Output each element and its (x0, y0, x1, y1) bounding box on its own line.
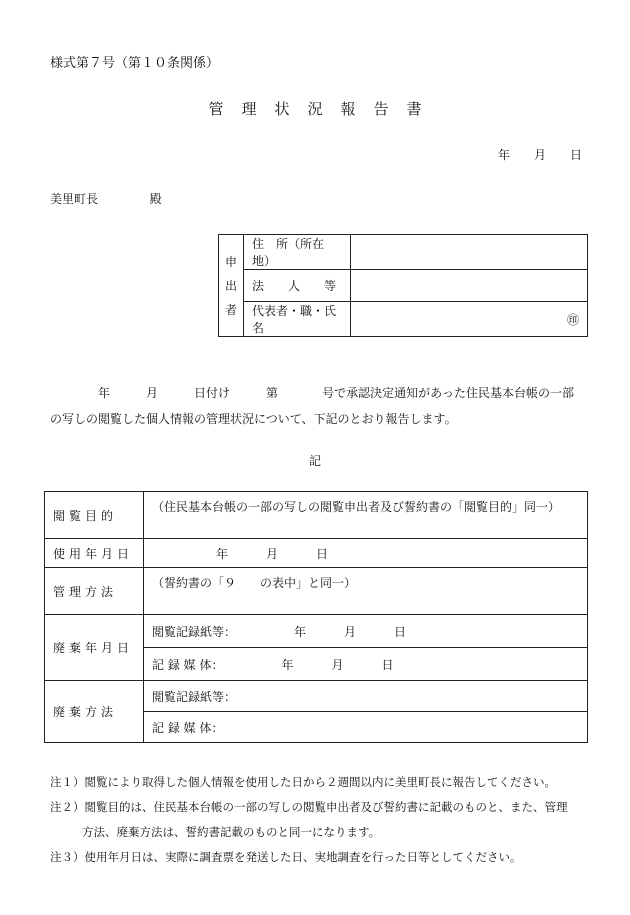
applicant-table (218, 234, 588, 337)
note-2: 注２）閲覧目的は、住民基本台帳の一部の写しの閲覧申出者及び誓約書に記載のものと、また、管理 (50, 800, 568, 814)
body-text (50, 380, 574, 432)
date-month-label: 月 (534, 148, 547, 162)
corporation-label: 法 人 等 (244, 270, 351, 302)
ki-label: 記 (308, 454, 321, 468)
use-date-value[interactable]: 年 月 日 (144, 539, 588, 568)
representative-field[interactable] (351, 302, 588, 337)
management-value[interactable]: （誓約書の「９ の表中」と同一） (144, 568, 588, 615)
management-label: 管理方法 (45, 568, 144, 615)
body-line-1: 年 月 日付け 第 号で承認決定通知があった住民基本台帳の一部 (98, 386, 574, 400)
applicant-side-label: 申 出 者 (219, 235, 244, 337)
addressee-name: 美里町長 (50, 192, 99, 206)
address-field[interactable] (351, 235, 588, 270)
note-3: 注３）使用年月日は、実際に調査票を発送した日、実地調査を行った日等としてください。 (50, 850, 522, 864)
body-line-2: の写しの閲覧した個人情報の管理状況について、下記のとおり報告します。 (50, 412, 457, 426)
disposal-date-media-row[interactable]: 記 録 媒 体： 年 月 日 (144, 648, 588, 681)
note-1: 注１）閲覧により取得した個人情報を使用した日から２週間以内に美里町長に報告してください。 (50, 775, 556, 789)
notes (50, 770, 590, 870)
disposal-date-paper-row[interactable]: 閲覧記録紙等： 年 月 日 (144, 615, 588, 648)
date-year-label: 年 (498, 148, 511, 162)
form-number: 様式第７号（第１０条関係） (50, 56, 220, 71)
representative-label: 代表者・職・氏名 (244, 302, 351, 337)
seal-mark: ㊞ (566, 312, 579, 327)
note-2-continued: 方法、廃棄方法は、誓約書記載のものと同一になります。 (82, 825, 381, 839)
details-table (44, 491, 588, 743)
addressee (50, 190, 162, 207)
address-label: 住 所（所在地） (244, 235, 351, 270)
document-title: 管理状況報告書 (208, 100, 440, 118)
disposal-method-media-row[interactable]: 記 録 媒 体： (144, 712, 588, 743)
corporation-field[interactable] (351, 270, 588, 302)
disposal-method-label: 廃棄方法 (45, 681, 144, 743)
purpose-value[interactable]: （住民基本台帳の一部の写しの閲覧申出者及び誓約書の「閲覧目的」同一） (144, 492, 588, 539)
date-day-label: 日 (570, 148, 583, 162)
disposal-method-paper-row[interactable]: 閲覧記録紙等： (144, 681, 588, 712)
disposal-date-label: 廃棄年月日 (45, 615, 144, 681)
purpose-label: 閲覧目的 (45, 492, 144, 539)
addressee-honorific: 殿 (149, 192, 162, 206)
use-date-label: 使用年月日 (45, 539, 144, 568)
